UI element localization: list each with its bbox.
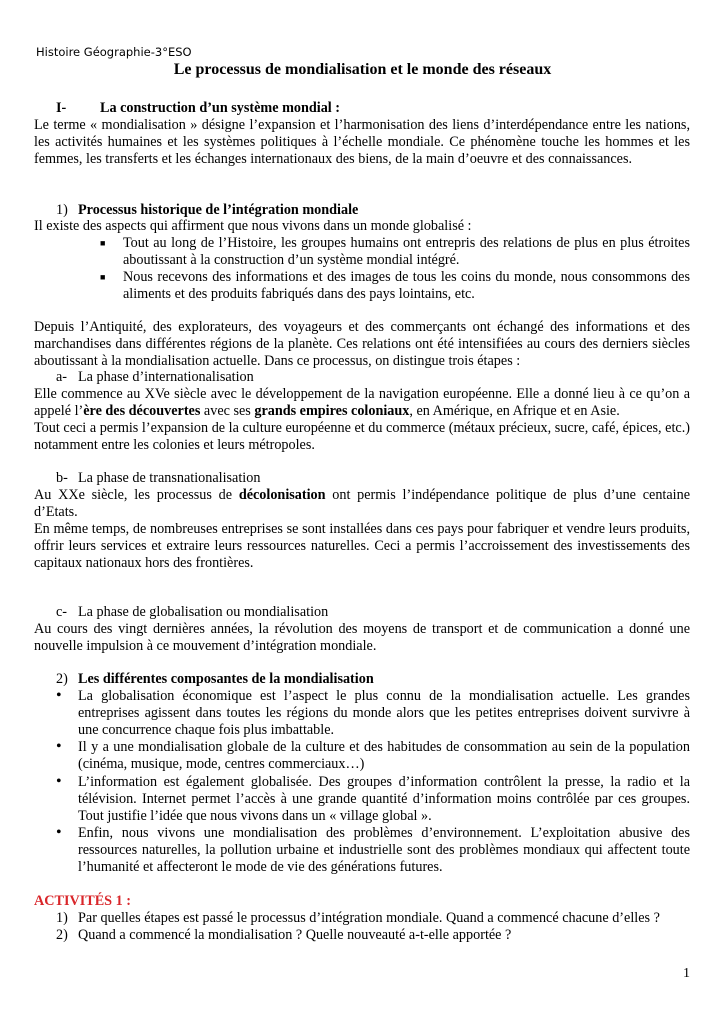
list-item: [56, 825, 690, 875]
page-title: Le processus de mondialisation et le monde des réseaux: [173, 61, 552, 78]
bold-term: grands empires coloniaux: [254, 402, 410, 419]
bullet-icon: •: [56, 824, 62, 841]
list-item: [100, 269, 690, 303]
list-item: [56, 774, 690, 824]
square-bullet-icon: ■: [100, 238, 106, 248]
bullet-icon: •: [56, 773, 62, 790]
subsection-2-number: 2): [56, 671, 68, 687]
text-run: avec ses: [200, 402, 255, 419]
list-item-text: Nous recevons des informations et des images de tous les coins du monde, nous consommons des aliments et des produits fabriqués dans des pays lointains, etc.: [123, 269, 690, 302]
subsection-2-title: Les différentes composantes de la mondialisation: [78, 671, 374, 687]
phase-a-heading: [56, 369, 712, 386]
phase-c-heading: [56, 604, 712, 621]
phase-a-paragraph-2: Tout ceci a permis l’expansion de la culture européenne et du commerce (métaux précieux, sucre, café, épices, etc.) notamment entre les colonies et leurs métropoles.: [34, 420, 690, 453]
subsection-1-number: 1): [56, 202, 68, 218]
phase-b-paragraph-2: En même temps, de nombreuses entreprises se sont installées dans ces pays pour fabriquer et vendre leurs produits, offrir leurs services et extraire leurs ressources naturelles. Ceci a permis l’accroissement des investissements des capitaux nationaux hors des frontières.: [34, 521, 690, 571]
question-number: 2): [56, 927, 68, 943]
question-text: Quand a commencé la mondialisation ? Quelle nouveauté a-t-elle apportée ?: [78, 927, 512, 943]
phase-a-title: La phase d’internationalisation: [78, 369, 254, 385]
list-item: [56, 739, 690, 773]
section-1-number: I-: [56, 100, 67, 116]
activity-question: [56, 910, 712, 927]
phase-b-heading: [56, 470, 712, 487]
list-item-text: Tout au long de l’Histoire, les groupes humains ont entrepris des relations de plus en plus étroites aboutissant à la construction d’un système mondial intégré.: [123, 235, 690, 268]
phase-a-paragraph-1: [34, 386, 690, 420]
section-1-title: La construction d’un système mondial :: [100, 100, 341, 116]
page-number: 1: [683, 966, 690, 981]
list-item-text: Enfin, nous vivons une mondialisation des problèmes d’environnement. L’exploitation abusive des ressources naturelles, la pollution urbaine et industrielle sont des problèmes mondiaux qui affectent toute l’humanité et affecteront le mode de vie des générations futures.: [78, 825, 690, 875]
list-item-text: La globalisation économique est l’aspect le plus connu de la mondialisation actuelle. Les grandes entreprises agissent dans toutes les régions du monde alors que les petites entreprises doivent survivre à une concurrence chaque fois plus imbattable.: [78, 688, 690, 738]
subsection-1-title: Processus historique de l’intégration mondiale: [78, 202, 359, 218]
bullet-icon: •: [56, 738, 62, 755]
phase-c-title: La phase de globalisation ou mondialisation: [78, 604, 329, 620]
list-item: [56, 688, 690, 738]
text-run: ont permis l’indépendance politique de plus d’une centaine d’Etats.: [34, 487, 690, 520]
question-number: 1): [56, 910, 68, 926]
activity-question: [56, 927, 712, 944]
phase-c-letter: c-: [56, 604, 68, 620]
square-bullet-icon: ■: [100, 272, 106, 282]
phase-c-paragraph: Au cours des vingt dernières années, la révolution des moyens de transport et de communication a donné une nouvelle impulsion à ce mouvement d’intégration mondiale.: [34, 621, 690, 654]
phase-a-letter: a-: [56, 369, 68, 385]
phase-b-paragraph-1: [34, 487, 690, 521]
question-text: Par quelles étapes est passé le processus d’intégration mondiale. Quand a commencé chacune d’elles ?: [78, 910, 660, 926]
text-run: Au XXe siècle, les processus de: [34, 487, 239, 503]
course-header: Histoire Géographie-3°ESO: [36, 45, 192, 59]
section-1-heading: [56, 100, 696, 117]
bold-term: décolonisation: [238, 487, 326, 503]
list-item-text: L’information est également globalisée. Des groupes d’information contrôlent la presse, la radio et la télévision. Internet permet l’accès à une grande quantité d’information moins contrôlée par ces groupes. Tout justifie l’idée que nous vivons dans un « village global ».: [78, 774, 690, 824]
bullet-icon: •: [56, 687, 62, 704]
text-run: Elle commence au XVe siècle avec le développement de la navigation européenne. Elle a donné lieu à ce qu’on a appelé l’: [34, 386, 690, 419]
history-paragraph: Depuis l’Antiquité, des explorateurs, des voyageurs et des commerçants ont échangé des informations et des marchandises dans différentes régions de la planète. Ces relations ont été intensifiées au cours des derniers siècles aboutissant à la mondialisation actuelle. Dans ce processus, on distingue trois étapes :: [34, 319, 690, 369]
subsection-2-heading: [56, 671, 712, 688]
bold-term: ère des découvertes: [83, 402, 201, 419]
subsection-1-lead: Il existe des aspects qui affirment que nous vivons dans un monde globalisé :: [34, 218, 472, 234]
list-item-text: Il y a une mondialisation globale de la culture et des habitudes de consommation au sein de la population (cinéma, musique, mode, centres commerciaux…): [78, 739, 690, 772]
phase-b-letter: b-: [56, 470, 68, 486]
subsection-1-heading: [56, 202, 712, 219]
text-run: , en Amérique, en Afrique et en Asie.: [409, 402, 620, 419]
phase-b-title: La phase de transnationalisation: [78, 470, 261, 486]
section-1-intro: Le terme « mondialisation » désigne l’expansion et l’harmonisation des liens d’interdépendance entre les nations, les activités humaines et les systèmes politiques à l’échelle mondiale. Ce phénomène touche les hommes et les femmes, les transferts et les échanges internationaux des biens, de la main d’oeuvre et des connaissances.: [34, 117, 690, 167]
list-item: [100, 235, 690, 269]
activities-title: ACTIVITÉS 1 :: [34, 893, 131, 909]
